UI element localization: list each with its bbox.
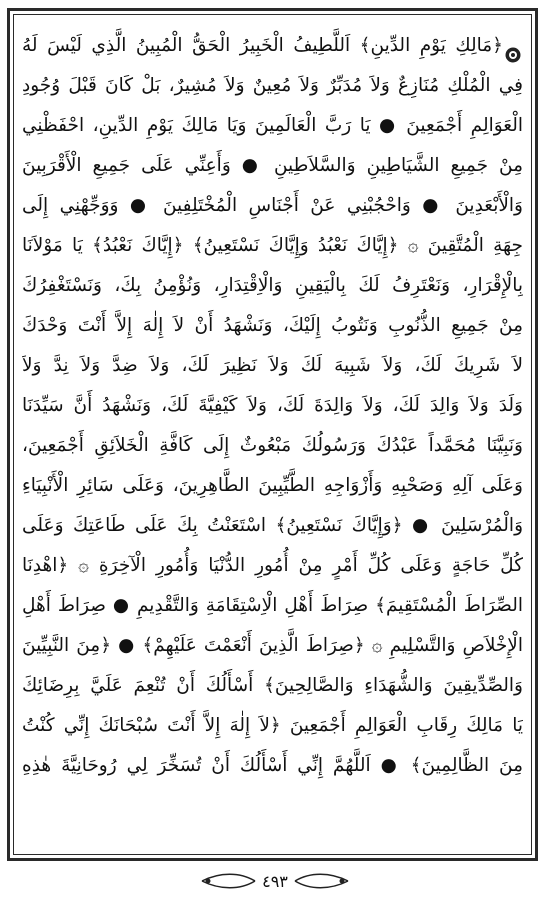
text-line: وَعَلَى آلِهِ وَصَحْبِهِ وَأَزْوَاجِهِ الطَّيِّبِينَ الطَّاهِرِينَ، وَعَلَى سَائِرِ الْأَنْبِيَاءِ	[22, 475, 523, 496]
text-line: بِالْإِقْرَارِ، وَنَعْتَرِفُ لَكَ بِالْيَقِينِ وَالْاِقْتِدَارِ، وَنُؤْمِنُ بِكَ، وَنَسْتَغْفِرُكَ	[22, 275, 523, 296]
text-line: وَلَدَ وَلاَ وَالِدَ لَكَ، وَلاَ وَالِدَةَ لَكَ، وَلاَ كَيْفِيَّةَ لَكَ، وَنَشْهَدُ أَنَّ سَيِّدَنَا	[22, 395, 523, 416]
text-line: كُلِّ حَاجَةٍ وَعَلَى كُلِّ أَمْرٍ مِنْ أُمُورِ الدُّنْيَا وَأُمُورِ الْآخِرَةِ ۞ ﴿اهْدِنَا	[22, 555, 523, 576]
rosette-icon	[505, 38, 521, 54]
text-line: جِهَةِ الْمُتَّقِينَ ۞ ﴿إِيَّاكَ نَعْبُدُ وَإِيَّاكَ نَسْتَعِينُ﴾ ﴿إِيَّاكَ نَعْبُدُ﴾ يَا مَوْلاَنَا	[22, 235, 523, 256]
text-line: وَالْأَبْعَدِينَ ● وَاحْجُبْنِي عَنْ أَجْنَاسِ الْمُخْتَلِفِينَ ● وَوَجِّهْنِي إِلَى	[22, 195, 523, 216]
text-line: لاَ شَرِيكَ لَكَ، وَلاَ شَبِيهَ لَكَ وَلاَ نَظِيرَ لَكَ، وَلاَ ضِدَّ وَلاَ نِدَّ وَلاَ	[22, 355, 523, 376]
text-line: وَالْمُرْسَلِينَ ● ﴿وَإِيَّاكَ نَسْتَعِينُ﴾ اسْتَعَنْتُ بِكَ عَلَى طَاعَتِكَ وَعَلَى	[22, 515, 523, 536]
text-line: وَالصِّدِّيقِينَ وَالشُّهَدَاءِ وَالصَّالِحِينَ﴾ أَسْأَلُكَ أَنْ تُنْعِمَ عَلَيَّ بِرِضَائِكَ	[22, 675, 523, 696]
text-line: يَا مَالِكَ رِقَابِ الْعَوَالِمِ أَجْمَعِينَ ﴿لاَ إِلٰهَ إِلاَّ أَنْتَ سُبْحَانَكَ إِنِّي كُنْتُ	[22, 715, 523, 736]
text-line: الْإِخْلاَصِ وَالتَّسْلِيمِ ۞ ﴿صِرَاطَ الَّذِينَ أَنْعَمْتَ عَلَيْهِمْ﴾ ● ﴿مِنَ النَّبِيِّينَ	[22, 635, 523, 656]
text-line: فِي الْمُلْكِ مُنَازِعٌ وَلاَ مُدَبِّرٌ وَلاَ مُعِينٌ وَلاَ مُشِيرٌ، بَلْ كَانَ قَبْلَ وُجُودِ	[22, 75, 523, 96]
page-footer	[0, 864, 550, 898]
text-line: ﴿مَالِكِ يَوْمِ الدِّينِ﴾ اَللَّطِيفُ الْخَبِيرُ الْحَقُّ الْمُبِينُ الَّذِي لَيْسَ لَهُ	[22, 26, 523, 66]
text-line: الصِّرَاطَ الْمُسْتَقِيمَ﴾ صِرَاطَ أَهْلِ الْاِسْتِقَامَةِ وَالتَّقْدِيمِ ● صِرَاطَ أَهْلِ	[22, 595, 523, 616]
text-line: مِنْ جَمِيعِ الذُّنُوبِ وَنَتُوبُ إِلَيْكَ، وَنَشْهَدُ أَنْ لاَ إِلٰهَ إِلاَّ أَنْتَ وَحْدَكَ	[22, 315, 523, 336]
arabic-text-body	[22, 26, 523, 854]
text-line: مِنْ جَمِيعِ الشَّيَاطِينِ وَالسَّلاَطِينِ ● وَأَعِنِّي عَلَى جَمِيعِ الْأَقْرَبِينَ	[22, 155, 523, 176]
text-line: وَنَبِيَّنَا مُحَمَّداً عَبْدُكَ وَرَسُولُكَ مَبْعُوثٌ إِلَى كَافَّةِ الْخَلاَئِقِ أَجْمَعِينَ،	[22, 435, 523, 456]
text-line: مِنَ الظَّالِمِينَ﴾ ● اَللَّهُمَّ إِنِّي أَسْأَلُكَ أَنْ تُسَخِّرَ لِي رُوحَانِيَّةَ هٰذِهِ	[22, 755, 523, 776]
page-number: ٤٩٣	[256, 872, 294, 891]
text-line: الْعَوَالِمِ أَجْمَعِينَ ● يَا رَبَّ الْعَالَمِينَ وَيَا مَالِكَ يَوْمِ الدِّينِ، احْفَظْنِي	[22, 115, 523, 136]
